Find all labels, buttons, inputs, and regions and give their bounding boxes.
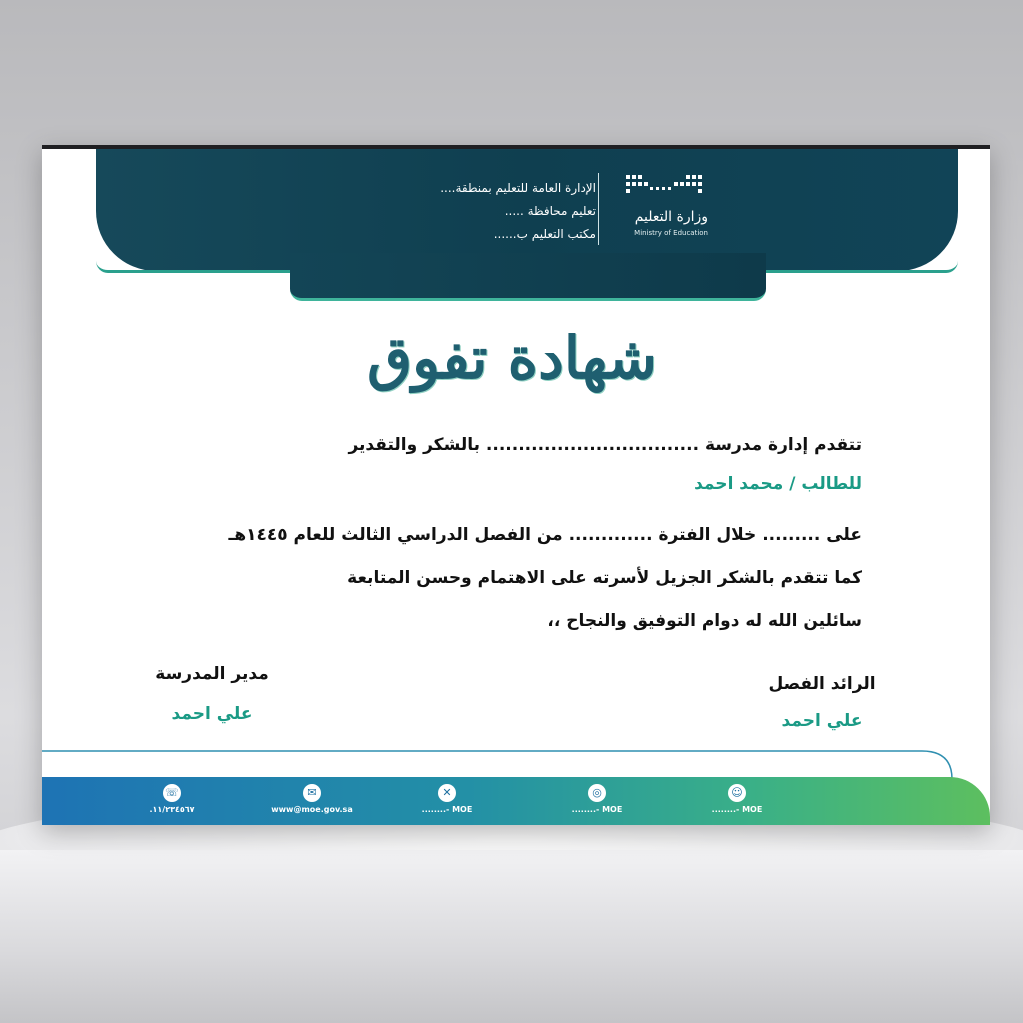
admin-line-governorate: تعليم محافظة ..... [504, 204, 596, 218]
email-icon: ✉ [303, 784, 321, 802]
footer-email [257, 781, 367, 814]
certificate-title: شهادة تفوق [367, 324, 657, 392]
moe-logo-arabic: وزارة التعليم [634, 209, 708, 225]
snapchat-icon: ☺ [728, 784, 746, 802]
footer-x [392, 781, 502, 814]
school-name-bar [290, 253, 960, 312]
phone-icon: ☏ [163, 784, 181, 802]
instagram-text: ........- MOE [571, 805, 623, 814]
body-line-3: على ......... خلال الفترة ............. من الفصل الدراسي الثالث للعام ١٤٤٥هـ [228, 525, 862, 545]
principal-name: علي احمد [171, 704, 253, 724]
student-name: للطالب / محمد احمد [694, 474, 862, 494]
instagram-icon: ◎ [588, 784, 606, 802]
phone-text: .١١/٢٣٤٥٦٧ [149, 805, 195, 814]
body-line-4: كما تتقدم بالشكر الجزيل لأسرته على الاهتمام وحسن المتابعة [347, 568, 862, 588]
class-leader-label: الرائد الفصل [768, 674, 876, 694]
admin-line-region: الإدارة العامة للتعليم بمنطقة.... [440, 181, 596, 195]
footer-snapchat [682, 781, 792, 814]
school-name-text [590, 267, 960, 312]
school-label: مدرسـة [885, 267, 960, 291]
email-text: www@moe.gov.sa [271, 805, 353, 814]
certificate [42, 145, 990, 825]
x-text: ........- MOE [421, 805, 473, 814]
class-leader-name: علي احمد [781, 711, 863, 731]
podium-body [0, 850, 1023, 1023]
principal-label: مدير المدرسة [155, 664, 269, 684]
admin-lines [376, 177, 596, 246]
body-line-5: سائلين الله له دوام التوفيق والنجاح ،، [547, 611, 862, 631]
footer-phone [117, 781, 227, 814]
footer-instagram [542, 781, 652, 814]
header-divider [598, 173, 599, 245]
admin-line-office: مكتب التعليم ب...... [493, 227, 596, 241]
snapchat-text: ........- MOE [711, 805, 763, 814]
moe-logo-english: Ministry of Education [634, 229, 708, 237]
body-line-1: تتقدم إدارة مدرسة ................................. بالشكر والتقدير [348, 435, 862, 455]
school-dots: ...................................................... [590, 291, 960, 312]
x-icon: ✕ [438, 784, 456, 802]
moe-logo-icon [624, 173, 708, 197]
